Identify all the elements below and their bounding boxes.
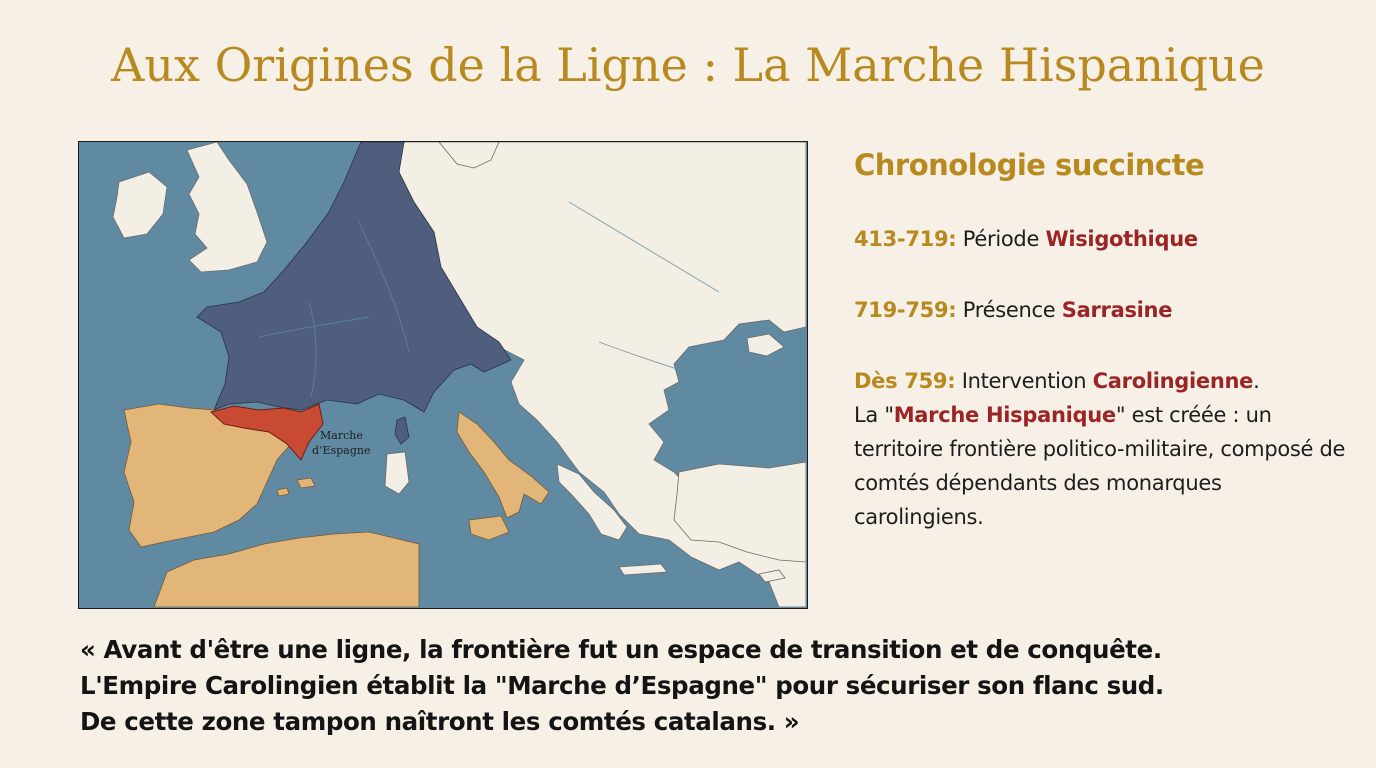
page-title: Aux Origines de la Ligne : La Marche Hispanique (111, 38, 1265, 92)
chronology-panel (854, 148, 1354, 534)
detail-after: " est créée : un territoire frontière politico-militaire, composé de comtés dépendants des monarques carolingiens. (854, 403, 1346, 529)
entry-accent: Sarrasine (1061, 298, 1173, 322)
historical-map (78, 141, 808, 609)
chronology-entry-saracen (854, 293, 1354, 327)
entry-date: 719-759: (854, 298, 957, 322)
map-label-espagne: d’Espagne (312, 444, 371, 457)
chronology-heading: Chronologie succincte (854, 148, 1205, 182)
quote-block (80, 632, 1340, 740)
entry-accent: Carolingienne (1092, 369, 1254, 393)
entry-text: Intervention (955, 369, 1093, 393)
chronology-entry-visigothic (854, 222, 1354, 256)
entry-text: Période (956, 227, 1046, 251)
detail-accent: Marche Hispanique (893, 403, 1116, 427)
quote-line-3: De cette zone tampon naîtront les comtés catalans. » (80, 707, 800, 736)
map-label-marche: Marche (320, 429, 363, 442)
chronology-entry-carolingian (854, 364, 1354, 534)
quote-line-1: « Avant d'être une ligne, la frontière fut un espace de transition et de conquête. (80, 635, 1162, 664)
quote-line-2: L'Empire Carolingien établit la "Marche d’Espagne" pour sécuriser son flanc sud. (80, 671, 1164, 700)
entry-date: Dès 759: (854, 369, 956, 393)
entry-date: 413-719: (854, 227, 957, 251)
entry-text-after: . (1253, 369, 1260, 393)
entry-text: Présence (956, 298, 1062, 322)
detail-before: La " (854, 403, 894, 427)
map-canvas (79, 142, 806, 607)
entry-accent: Wisigothique (1045, 227, 1198, 251)
